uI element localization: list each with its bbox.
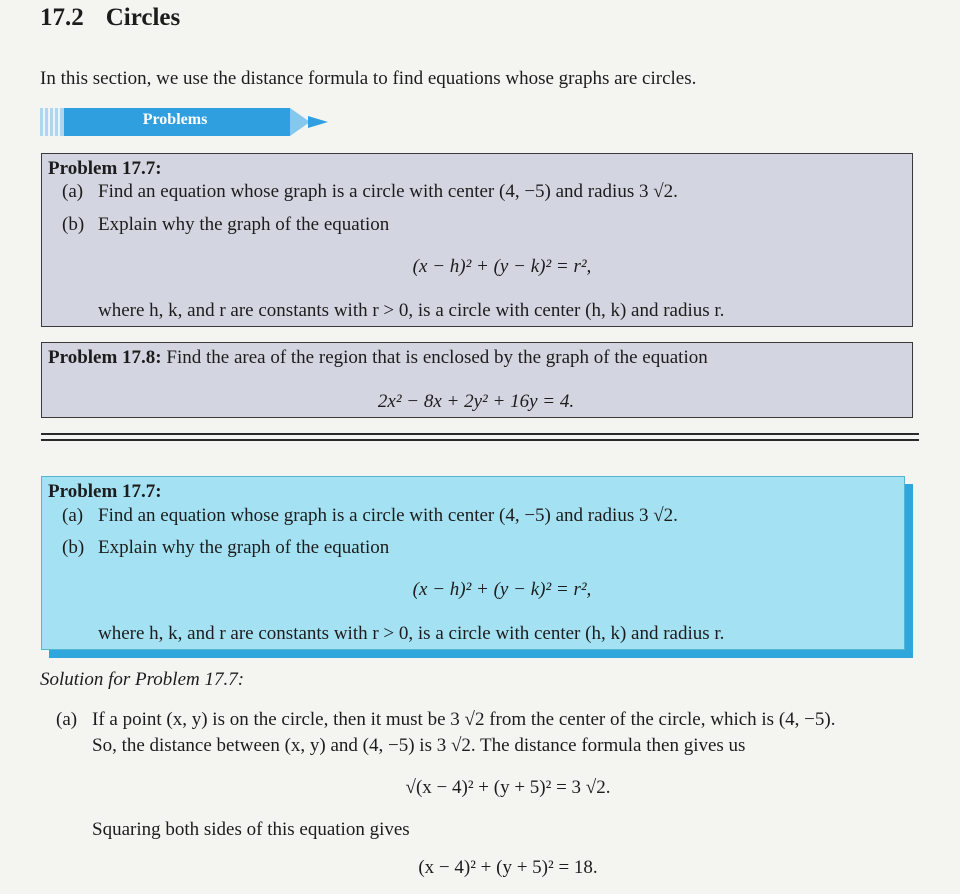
squared-equation: (x − 4)² + (y + 5)² = 18. xyxy=(418,857,598,878)
part-b-text: Explain why the graph of the equation xyxy=(98,214,390,235)
part-b-text: Explain why the graph of the equation xyxy=(98,537,390,558)
problem-17-8-line xyxy=(48,347,708,369)
problem-text: Find the area of the region that is enclosed by the graph of the equation xyxy=(166,347,708,368)
problem-heading: Problem 17.7: xyxy=(48,158,162,179)
divider-rule xyxy=(41,433,919,435)
section-heading xyxy=(40,4,180,32)
conditions-text: where h, k, and r are constants with r > 0, is a circle with center (h, k) and radius r. xyxy=(98,300,725,321)
part-a-text: Find an equation whose graph is a circle with center (4, −5) and radius 3 √2. xyxy=(98,181,678,202)
solution-heading: Solution for Problem 17.7: xyxy=(40,669,245,690)
section-intro: In this section, we use the distance formula to find equations whose graphs are circles. xyxy=(40,68,697,89)
part-b-label: (b) xyxy=(62,214,85,235)
problem-17-8-box xyxy=(41,342,913,418)
part-a-label: (a) xyxy=(62,181,84,202)
solution-line-1: If a point (x, y) is on the circle, then it must be 3 √2 from the center of the circle, which is (4, −5). xyxy=(92,709,836,730)
problem-17-7-highlight-box xyxy=(41,476,905,650)
problems-banner-label: Problems xyxy=(142,111,208,128)
part-a-label: (a) xyxy=(62,505,84,526)
circle-equation: (x − h)² + (y − k)² = r², xyxy=(412,256,592,277)
problem-heading: Problem 17.8: xyxy=(48,347,162,368)
section-title: Circles xyxy=(105,4,181,31)
solution-line-3: Squaring both sides of this equation gives xyxy=(92,819,410,840)
conditions-text: where h, k, and r are constants with r > 0, is a circle with center (h, k) and radius r. xyxy=(98,623,725,644)
problem-heading: Problem 17.7: xyxy=(48,481,162,502)
distance-equation: √(x − 4)² + (y + 5)² = 3 √2. xyxy=(405,777,611,798)
problem-17-7-box xyxy=(41,153,913,327)
section-number: 17.2 xyxy=(40,4,84,31)
problem-17-8-equation: 2x² − 8x + 2y² + 16y = 4. xyxy=(377,391,575,412)
solution-part-a-label: (a) xyxy=(56,709,78,730)
part-b-label: (b) xyxy=(62,537,85,558)
solution-line-2: So, the distance between (x, y) and (4, −5) is 3 √2. The distance formula then gives us xyxy=(92,735,746,756)
divider-rule xyxy=(41,439,919,441)
part-a-text: Find an equation whose graph is a circle with center (4, −5) and radius 3 √2. xyxy=(98,505,678,526)
circle-equation: (x − h)² + (y − k)² = r², xyxy=(412,579,592,600)
